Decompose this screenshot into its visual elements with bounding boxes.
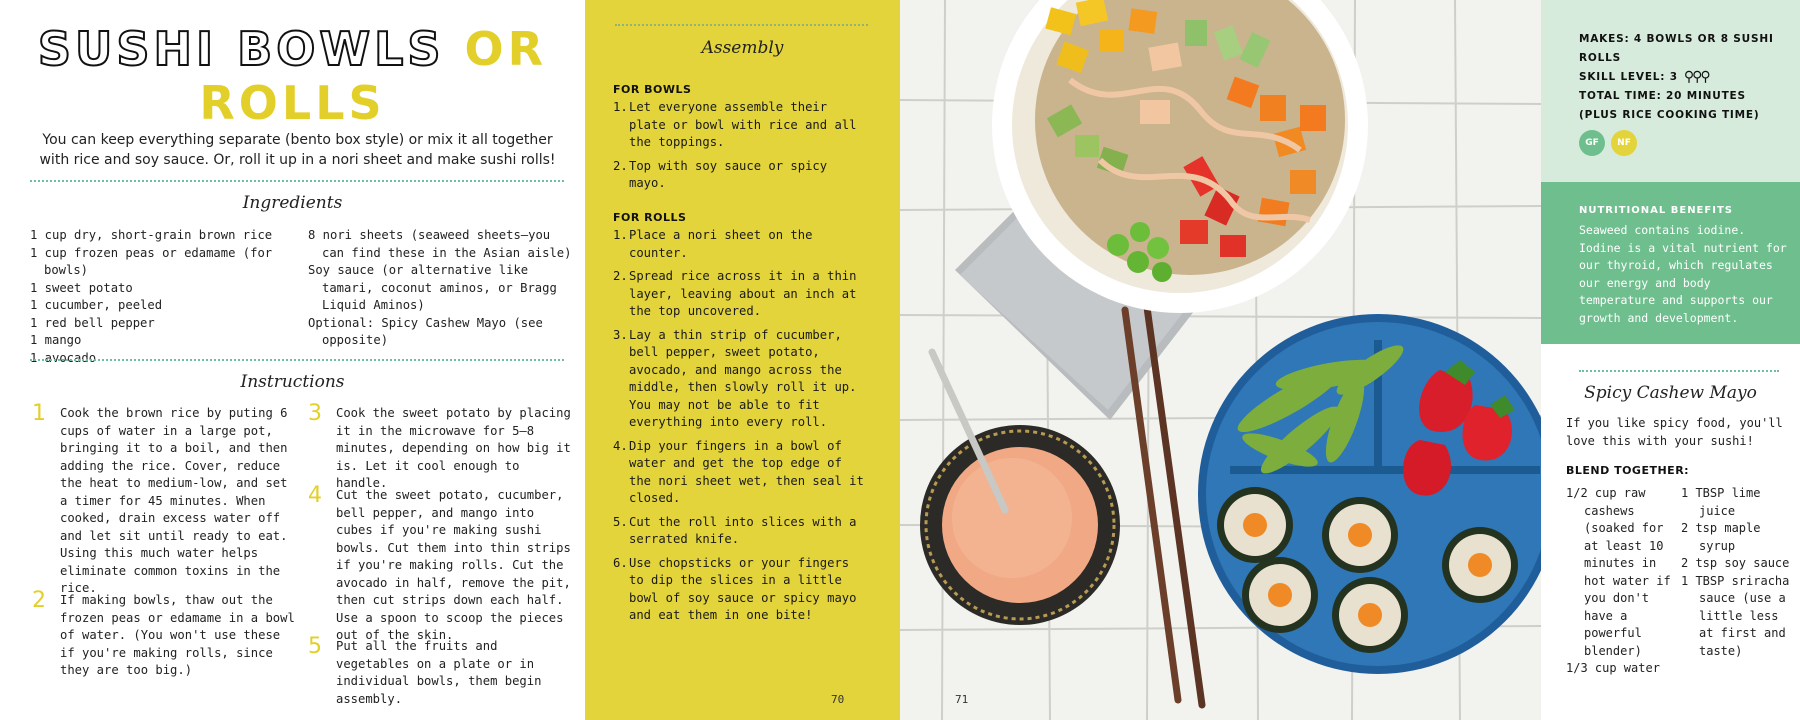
- blend-item: 2 tsp soy sauce: [1681, 556, 1790, 570]
- blend-item: 1/2 cup raw cashews (soaked for at least 10 minutes in hot water if you don't have a powerful blender): [1566, 486, 1671, 658]
- step-text: Cook the brown rice by puting 6 cups of water in a large pot, bringing it to a boil, and then adding the rice. Cover, reduce the heat to medium-low, and set a timer for 45 minutes. When cooked, drain excess water off and let sit until ready to eat. Using this much water helps eliminate common toxins in the rice.: [60, 406, 288, 595]
- assembly-heading: Assembly: [701, 38, 784, 58]
- divider: [1579, 370, 1779, 372]
- bowls-heading: FOR BOWLS: [613, 83, 692, 96]
- step-text: Cut the sweet potato, cucumber, bell pepper, and mango into cubes if you're making sushi bowls. Cut them into thin strips if you're making rolls. Cut the avocado in half, remove the pit, then cut strips down each half. Use a spoon to scoop the pieces out of the skin.: [336, 488, 571, 642]
- instruction-step: [308, 483, 571, 645]
- ingredient-item: 1 sweet potato: [30, 280, 133, 295]
- blend-item: 1 TBSP lime juice: [1681, 486, 1761, 518]
- title-part-3: ROLLS: [199, 76, 386, 130]
- skill-level-text: SKILL LEVEL: 3: [1579, 71, 1678, 83]
- step-number: 4: [308, 483, 322, 508]
- ingredients-list-1: [30, 227, 305, 367]
- step-text: If making bowls, thaw out the frozen peas or edamame in a bowl of water. (You won't use these if you're making rolls, since they are too big.): [60, 593, 295, 677]
- mayo-intro: If you like spicy food, you'll love this with your sushi!: [1566, 416, 1783, 448]
- ingredient-item: 1 mango: [30, 333, 82, 347]
- step-number: 1: [32, 401, 46, 426]
- recipe-meta: [1579, 30, 1784, 125]
- title-part-1: SUSHI BOWLS: [37, 22, 445, 76]
- step-number: 3: [308, 401, 322, 426]
- step-text: Cook the sweet potato by placing it in the microwave for 5–8 minutes, depending on how big it is. Let it cool enough to handle.: [336, 406, 571, 490]
- list-item: 4. Dip your fingers in a bowl of water and get the top edge of the nori sheet wet, then seal it closed.: [613, 438, 864, 505]
- makes-text: MAKES: 4 BOWLS OR 8 SUSHI ROLLS: [1579, 33, 1774, 64]
- sushi-photo-illustration: [900, 0, 1541, 720]
- title-part-2: OR: [464, 22, 548, 76]
- blend-list-2: [1681, 485, 1793, 660]
- blend-item: 1/3 cup water: [1566, 661, 1660, 675]
- rolls-steps: [613, 227, 868, 631]
- blend-list-1: [1566, 485, 1678, 678]
- divider: [615, 24, 868, 26]
- total-time-text: TOTAL TIME: 20 MINUTES: [1579, 90, 1746, 102]
- list-item: 2. Spread rice across it in a thin layer, leaving about an inch at the top uncovered.: [613, 269, 857, 318]
- blend-heading: BLEND TOGETHER:: [1566, 464, 1690, 477]
- list-item: 2. Top with soy sauce or spicy mayo.: [613, 158, 828, 190]
- ingredient-item: 1 cup dry, short-grain brown rice: [30, 228, 273, 242]
- instruction-step: [308, 401, 571, 493]
- divider: [30, 359, 564, 361]
- bowls-steps: [613, 99, 868, 199]
- spoon-icon: ⚲⚲⚲: [1683, 69, 1709, 85]
- food-photo: [900, 0, 1541, 720]
- nutrition-heading: NUTRITIONAL BENEFITS: [1579, 205, 1733, 216]
- ingredient-item: 1 red bell pepper: [30, 315, 155, 330]
- recipe-page-left: [0, 0, 585, 720]
- mayo-heading: Spicy Cashew Mayo: [1584, 383, 1757, 403]
- ingredient-item: 1 cucumber, peeled: [30, 298, 163, 312]
- ingredient-item: Optional: Spicy Cashew Mayo (see opposite): [308, 315, 543, 347]
- instructions-heading: Instructions: [240, 372, 345, 392]
- list-item: 3. Lay a thin strip of cucumber, bell pepper, sweet potato, avocado, and mango across the middle, then slowly roll it up. You may not be able to fit everything into every roll.: [613, 327, 857, 429]
- nut-free-badge: NF: [1611, 130, 1637, 156]
- assembly-page: [585, 0, 900, 720]
- page-number: 71: [955, 693, 969, 706]
- instruction-step: [32, 401, 295, 598]
- recipe-intro: You can keep everything separate (bento box style) or mix it all together with rice and soy sauce. Or, roll it up in a nori sheet and make sushi rolls!: [39, 132, 556, 168]
- rolls-heading: FOR ROLLS: [613, 211, 687, 224]
- step-number: 5: [308, 634, 322, 659]
- blend-item: 2 tsp maple syrup: [1681, 521, 1761, 553]
- instruction-step: [32, 588, 295, 680]
- ingredients-list-2: [308, 227, 573, 350]
- gluten-free-badge: GF: [1579, 130, 1605, 156]
- divider: [30, 180, 564, 182]
- ingredient-item: 8 nori sheets (seaweed sheets—you can find these in the Asian aisle): [308, 228, 572, 260]
- ingredient-item: 1 avocado: [30, 350, 97, 365]
- ingredients-heading: Ingredients: [242, 193, 343, 213]
- list-item: 1. Let everyone assemble their plate or bowl with rice and all the toppings.: [613, 100, 857, 149]
- nutrition-text: Seaweed contains iodine. Iodine is a vital nutrient for our thyroid, which regulates our energy and body temperature and supports our growth and development.: [1579, 223, 1787, 325]
- list-item: 1. Place a nori sheet on the counter.: [613, 228, 813, 260]
- rice-note-text: (PLUS RICE COOKING TIME): [1579, 109, 1760, 121]
- list-item: 6. Use chopsticks or your fingers to dip the slices in a little bowl of soy sauce or spicy mayo and eat them in one bite!: [613, 555, 857, 622]
- blend-item: 1 TBSP sriracha sauce (use a little less at first and taste): [1681, 573, 1790, 658]
- page-number: 70: [831, 693, 845, 706]
- step-number: 2: [32, 588, 46, 613]
- skill-level-row: [1579, 68, 1784, 87]
- ingredient-item: Soy sauce (or alternative like tamari, coconut aminos, or Bragg Liquid Aminos): [308, 263, 557, 312]
- step-text: Put all the fruits and vegetables on a plate or in individual bowls, them begin assembly.: [336, 639, 542, 706]
- recipe-info-panel: [1541, 0, 1800, 720]
- list-item: 5. Cut the roll into slices with a serrated knife.: [613, 514, 857, 546]
- instruction-step: [308, 634, 571, 708]
- ingredient-item: 1 cup frozen peas or edamame (for bowls): [30, 245, 273, 277]
- recipe-title: [0, 22, 585, 130]
